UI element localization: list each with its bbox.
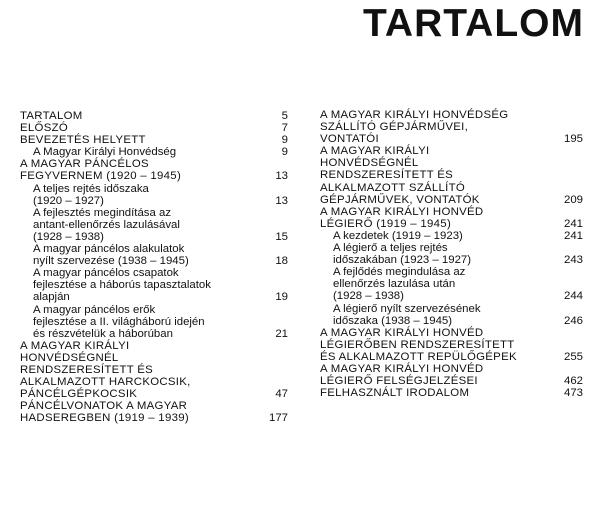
toc-entry-line: LÉGIERŐ FELSÉGJELZÉSEI: [320, 375, 478, 388]
toc-subentry: [20, 146, 288, 158]
toc-subentry: [20, 304, 288, 340]
toc-entry-line: A magyar páncélos csapatok: [33, 267, 179, 280]
toc-entry-line: A MAGYAR KIRÁLYI HONVÉDSÉG: [320, 109, 509, 121]
toc-page-number: 243: [563, 254, 583, 267]
toc-page-number: 7: [281, 122, 288, 135]
toc-entry-title: [20, 267, 254, 303]
toc-page-number: 19: [275, 291, 288, 304]
toc-page-number: 462: [563, 375, 583, 388]
toc-entry-line: időszakában (1923 – 1927): [333, 254, 472, 267]
toc-entry-line: alapján: [33, 291, 70, 304]
toc-entry-line: ÉS ALKALMAZOTT REPÜLŐGÉPEK: [320, 350, 517, 363]
toc-entry: [320, 206, 583, 230]
toc-page-number: 195: [563, 133, 583, 146]
toc-page-number: 18: [275, 255, 288, 268]
toc-entry-title: [20, 207, 254, 243]
toc-entry-title: [320, 266, 549, 302]
toc-entry: [20, 340, 288, 400]
toc-entry-line: FEGYVERNEM (1920 – 1945): [20, 170, 182, 183]
toc-entry-line: A MAGYAR KIRÁLYI: [320, 145, 430, 158]
toc-entry-line: A MAGYAR KIRÁLYI HONVÉD: [320, 362, 484, 375]
toc-subentry: [320, 242, 583, 266]
toc-entry: [20, 110, 288, 122]
toc-entry-line: A magyar páncélos erők: [33, 303, 156, 316]
toc-entry: [320, 327, 583, 363]
toc-page-number: 47: [275, 388, 288, 401]
toc-entry: [320, 109, 583, 145]
toc-entry-line: HADSEREGBEN (1919 – 1939): [20, 412, 189, 425]
toc-entry-line: LÉGIERŐBEN RENDSZERESÍTETT: [320, 338, 515, 351]
toc-entry-line: (1928 – 1938): [33, 230, 104, 243]
toc-page-number: 209: [563, 193, 583, 206]
toc-page-number: 246: [563, 314, 583, 327]
toc-page-number: 241: [563, 229, 583, 242]
toc-entry-line: SZÁLLÍTÓ GÉPJÁRMŰVEI,: [320, 121, 469, 134]
toc-subentry: [20, 267, 288, 303]
toc-entry-title: [20, 183, 254, 207]
toc-entry-title: [320, 327, 549, 363]
toc-entry: [20, 134, 288, 146]
toc-entry-line: ellenőrzés lazulása után: [333, 278, 456, 291]
toc-entry-line: TARTALOM: [20, 110, 83, 122]
toc-entry-line: VONTATÓI: [320, 133, 379, 146]
toc-subentry: [20, 243, 288, 267]
toc-entry-title: [20, 110, 254, 122]
toc-entry-title: [320, 109, 549, 145]
toc-entry-title: [20, 122, 254, 134]
toc-entry-line: ELŐSZÓ: [20, 122, 69, 135]
toc-entry-line: fejlesztése a háborús tapasztalatok: [33, 279, 211, 292]
toc-entry-line: BEVEZETÉS HELYETT: [20, 134, 146, 147]
toc-page-number: 13: [275, 170, 288, 183]
toc-right-column: [320, 109, 583, 399]
toc-entry-line: időszaka (1938 – 1945): [333, 314, 453, 327]
toc-subentry: [20, 207, 288, 243]
toc-entry-title: [20, 304, 254, 340]
toc-entry-line: A Magyar Királyi Honvédség: [33, 146, 177, 159]
toc-entry-line: nyílt szervezése (1938 – 1945): [33, 255, 189, 268]
toc-entry-title: [20, 158, 254, 182]
toc-subentry: [320, 230, 583, 242]
toc-entry-line: HONVÉDSÉGNÉL: [20, 351, 119, 364]
toc-entry-line: A légierő a teljes rejtés: [333, 242, 448, 255]
toc-entry-line: A magyar páncélos alakulatok: [33, 243, 185, 256]
toc-entry-line: PÁNCÉLGÉPKOCSIK: [20, 388, 138, 401]
toc-page-number: 15: [275, 230, 288, 243]
toc-entry-line: LÉGIERŐ (1919 – 1945): [320, 217, 452, 230]
toc-entry-title: [320, 303, 549, 327]
toc-entry-line: RENDSZERESÍTETT ÉS: [20, 363, 154, 376]
toc-entry-line: A MAGYAR PÁNCÉLOS: [20, 158, 149, 171]
toc-entry: [320, 363, 583, 387]
toc-page-number: 9: [281, 146, 288, 159]
toc-entry-line: A légierő nyílt szervezésének: [333, 302, 481, 315]
toc-entry-title: [20, 340, 254, 400]
toc-entry-line: A teljes rejtés időszaka: [33, 182, 149, 195]
toc-subentry: [20, 183, 288, 207]
toc-entry-title: [20, 243, 254, 267]
toc-page-number: 9: [281, 134, 288, 147]
toc-entry-line: A fejlesztés megindítása az: [33, 206, 172, 219]
toc-page-number: 244: [563, 290, 583, 303]
toc-entry-line: ALKALMAZOTT HARCKOCSIK,: [20, 376, 191, 389]
toc-page-number: 241: [563, 217, 583, 230]
toc-entry-title: [320, 363, 549, 387]
toc-entry-line: (1920 – 1927): [33, 194, 104, 207]
toc-page-number: 13: [275, 194, 288, 207]
toc-entry-title: [320, 206, 549, 230]
toc-entry-line: A kezdetek (1919 – 1923): [333, 229, 463, 242]
toc-entry-line: A fejlődés megindulása az: [333, 266, 466, 279]
toc-entry-line: fejlesztése a II. világháború idején: [33, 315, 205, 328]
toc-entry: [20, 400, 288, 424]
toc-entry: [320, 387, 583, 399]
toc-entry-title: [320, 242, 549, 266]
toc-entry: [20, 122, 288, 134]
toc-entry-title: [20, 134, 254, 146]
toc-page-number: 255: [563, 350, 583, 363]
toc-entry-line: A MAGYAR KIRÁLYI: [20, 339, 130, 352]
toc-entry-line: ALKALMAZOTT SZÁLLÍTÓ: [320, 181, 466, 194]
toc-entry-line: HONVÉDSÉGNÉL: [320, 157, 419, 170]
toc-page-number: 177: [268, 412, 288, 425]
toc-entry-line: RENDSZERESÍTETT ÉS: [320, 169, 454, 182]
toc-entry: [20, 158, 288, 182]
toc-entry-line: A MAGYAR KIRÁLYI HONVÉD: [320, 205, 484, 218]
toc-entry-line: FELHASZNÁLT IRODALOM: [320, 387, 470, 400]
toc-entry-line: és részvételük a háborúban: [33, 327, 173, 340]
toc-entry-line: PÁNCÉLVONATOK A MAGYAR: [20, 400, 188, 413]
toc-entry-line: GÉPJÁRMŰVEK, VONTATÓK: [320, 193, 480, 206]
toc-page-number: 5: [281, 110, 288, 122]
toc-entry-title: [320, 145, 549, 205]
toc-entry-title: [20, 146, 254, 158]
toc-left-column: [20, 110, 288, 424]
toc-page-number: 21: [275, 327, 288, 340]
toc-entry-line: A MAGYAR KIRÁLYI HONVÉD: [320, 326, 484, 339]
page-title: TARTALOM: [363, 2, 584, 45]
toc-page-number: 473: [563, 387, 583, 400]
toc-subentry: [320, 303, 583, 327]
toc-entry-line: antant-ellenőrzés lazulásával: [33, 218, 180, 231]
toc-entry: [320, 145, 583, 205]
toc-entry-line: (1928 – 1938): [333, 290, 404, 303]
toc-entry-title: [320, 230, 549, 242]
toc-entry-title: [320, 387, 549, 399]
toc-subentry: [320, 266, 583, 302]
toc-entry-title: [20, 400, 254, 424]
